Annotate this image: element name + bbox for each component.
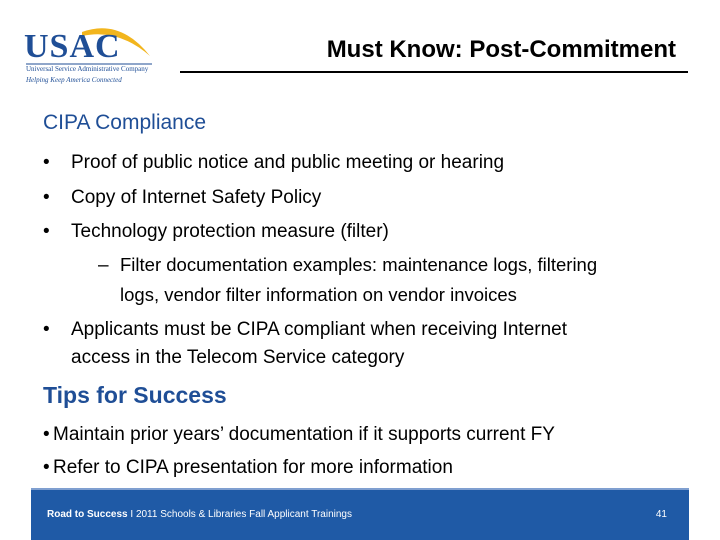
logo-subtitle: Universal Service Administrative Company (26, 65, 149, 73)
section-heading-tips: Tips for Success (43, 382, 227, 408)
page-number: 41 (655, 509, 667, 520)
footer-caption (47, 510, 352, 520)
footer-separator: I (130, 509, 134, 520)
sub-list-item: Filter documentation examples: maintenance logs, filtering (120, 254, 598, 275)
footer-event: 2011 Schools & Libraries Fall Applicant Trainings (135, 509, 352, 520)
bullet-icon: • (43, 187, 50, 208)
slide-title: Must Know: Post-Commitment (326, 36, 676, 63)
list-item: Proof of public notice and public meeting or hearing (71, 152, 505, 173)
bullet-icon: • (43, 152, 50, 173)
dash-icon: – (98, 255, 109, 276)
bullet-icon: • (43, 457, 50, 478)
usac-logo (22, 20, 162, 86)
list-item: Applicants must be CIPA compliant when receiving Internet (71, 319, 568, 340)
footer-bar (31, 490, 689, 540)
bullet-icon: • (43, 424, 50, 445)
tip-item: Maintain prior years’ documentation if it supports current FY (53, 424, 555, 445)
logo-wordmark: USAC (24, 28, 121, 65)
logo-tagline: Helping Keep America Connected (26, 76, 122, 84)
bullet-icon: • (43, 221, 50, 242)
list-item: Copy of Internet Safety Policy (71, 187, 322, 208)
list-item-continued: access in the Telecom Service category (71, 347, 405, 368)
title-rule (180, 71, 688, 73)
section-heading-cipa: CIPA Compliance (43, 111, 207, 134)
sub-list-item-continued: logs, vendor filter information on vendor invoices (120, 284, 517, 305)
bullet-icon: • (43, 319, 50, 340)
tip-item: Refer to CIPA presentation for more information (53, 457, 453, 478)
list-item: Technology protection measure (filter) (71, 221, 389, 242)
footer-brand: Road to Success (47, 509, 128, 520)
